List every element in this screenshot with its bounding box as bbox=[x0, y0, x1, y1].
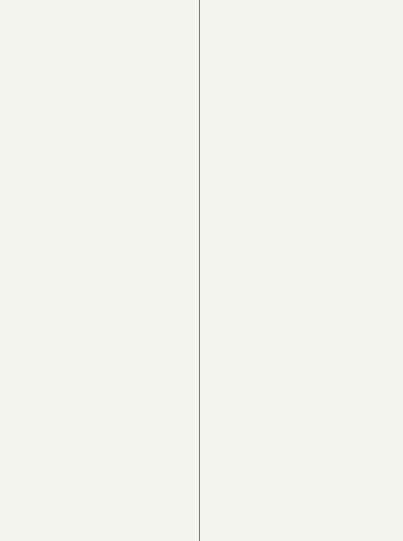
column-divider bbox=[199, 0, 200, 541]
